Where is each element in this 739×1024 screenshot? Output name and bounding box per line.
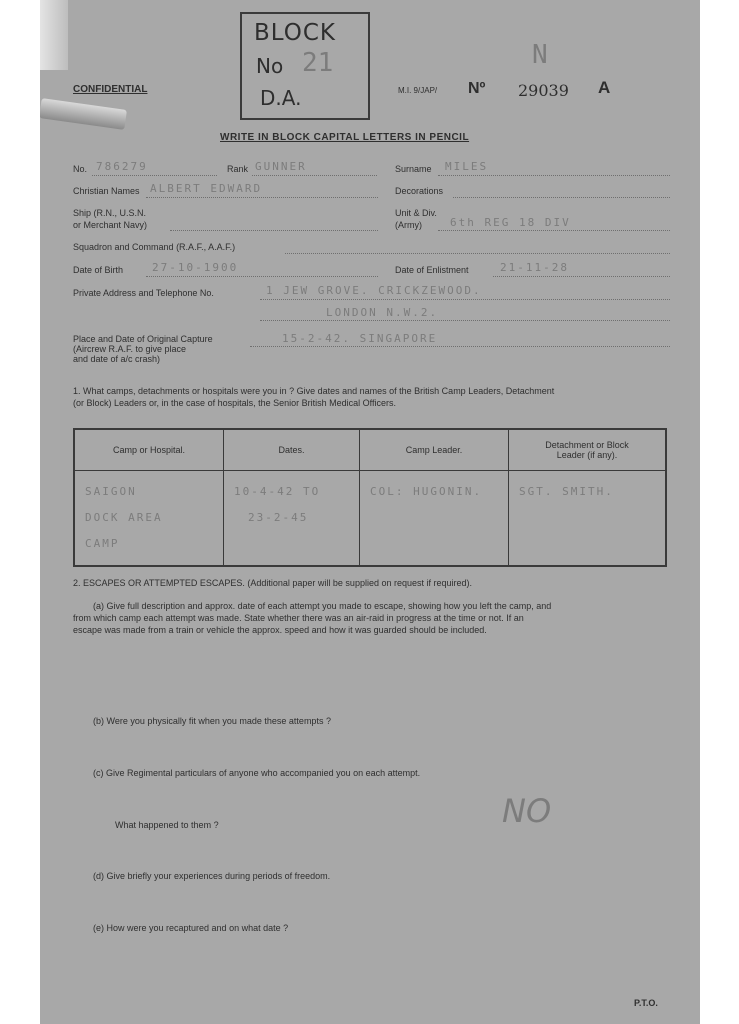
question-2c: (c) Give Regimental particulars of anyone who accompanied you on each attempt. <box>93 768 421 778</box>
squadron-label: Squadron and Command (R.A.F., A.A.F.) <box>73 242 236 252</box>
unit-label-1: Unit & Div. <box>395 208 437 218</box>
christian-names-value: ALBERT EDWARD <box>150 182 263 195</box>
dob-label: Date of Birth <box>73 265 124 275</box>
question-2a-line-3: escape was made from a train or vehicle the approx. speed and how it was guarded should be included. <box>73 625 487 635</box>
pto-label: P.T.O. <box>634 998 658 1008</box>
header-camp-leader: Camp Leader. <box>360 429 509 471</box>
camp-line-1: SAIGON <box>85 485 137 498</box>
table-header-row <box>74 429 666 471</box>
question-2b: (b) Were you physically fit when you made these attempts ? <box>93 716 331 726</box>
form-number: 29039 <box>518 81 569 100</box>
header-detachment-line-2: Leader (if any). <box>556 450 618 460</box>
ship-label-1: Ship (R.N., U.S.N. <box>73 208 147 218</box>
stamp-no-value: 21 <box>302 48 334 78</box>
service-no-value: 786279 <box>96 160 148 173</box>
section-2-title: 2. ESCAPES OR ATTEMPTED ESCAPES. (Additional paper will be supplied on request if required). <box>73 578 473 588</box>
unit-label-2: (Army) <box>395 220 422 230</box>
enlistment-label: Date of Enlistment <box>395 265 469 275</box>
question-2e: (e) How were you recaptured and on what date ? <box>93 923 289 933</box>
stamp-line-3: D.A. <box>260 86 302 110</box>
answer-no: NO <box>502 792 552 830</box>
table-row <box>74 471 666 567</box>
header-detachment-line-1: Detachment or Block <box>545 440 629 450</box>
cell-camp-leader <box>360 471 509 567</box>
enlistment-value: 21-11-28 <box>500 261 569 274</box>
question-2a-line-2: from which camp each attempt was made. State whether there was an air-raid in progress at the time or not. If an <box>73 613 524 623</box>
dates-line-2: 23-2-45 <box>248 511 309 524</box>
address-line-1: 1 JEW GROVE. CRICKZEWOOD. <box>266 284 482 297</box>
form-sheet <box>40 0 700 1024</box>
question-2d: (d) Give briefly your experiences during periods of freedom. <box>93 871 331 881</box>
instruction-heading: WRITE IN BLOCK CAPITAL LETTERS IN PENCIL <box>220 132 470 143</box>
camp-line-3: CAMP <box>85 537 120 550</box>
stamp-line-1: BLOCK <box>254 20 337 46</box>
decorations-label: Decorations <box>395 186 444 196</box>
question-1-line-2: (or Block) Leaders or, in the case of hospitals, the Senior British Medical Officers. <box>73 398 396 408</box>
question-2c-follow-up: What happened to them ? <box>115 820 219 830</box>
dates-line-1: 10-4-42 TO <box>234 485 321 498</box>
header-dates: Dates. <box>224 429 360 471</box>
question-1-line-1: 1. What camps, detachments or hospitals were you in ? Give dates and names of the British Camp Leaders, Detachment <box>73 386 555 396</box>
rank-value: GUNNER <box>255 160 307 173</box>
service-no-label: No. <box>73 164 88 174</box>
stamp-no-label: No <box>256 54 284 78</box>
address-label: Private Address and Telephone No. <box>73 288 214 298</box>
surname-value: MILES <box>445 160 489 173</box>
form-suffix: A <box>598 78 611 97</box>
rank-label: Rank <box>227 164 249 174</box>
header-detachment <box>509 429 667 471</box>
paper-clip <box>40 98 127 130</box>
christian-names-label: Christian Names <box>73 186 140 196</box>
detachment-value: SGT. SMITH. <box>519 485 614 498</box>
capture-label-2: (Aircrew R.A.F. to give place <box>73 344 187 354</box>
torn-corner <box>40 0 68 70</box>
camp-line-2: DOCK AREA <box>85 511 163 524</box>
question-2a-line-1: (a) Give full description and approx. date of each attempt you made to escape, showing how you left the camp, and <box>93 601 552 611</box>
capture-label-3: and date of a/c crash) <box>73 354 161 364</box>
unit-value: 6th REG 18 DIV <box>450 216 571 229</box>
cell-detachment <box>509 471 667 567</box>
corner-handwritten-mark: N <box>532 40 550 70</box>
block-stamp <box>240 12 370 120</box>
surname-label: Surname <box>395 164 432 174</box>
address-line-2: LONDON N.W.2. <box>326 306 439 319</box>
cell-camp <box>74 471 224 567</box>
confidential-label: CONFIDENTIAL <box>73 84 148 95</box>
form-code: M.I. 9/JAP/ <box>398 86 438 95</box>
dob-value: 27-10-1900 <box>152 261 239 274</box>
camp-leader-value: COL: HUGONIN. <box>370 485 483 498</box>
camps-table <box>73 428 667 567</box>
ship-label-2: or Merchant Navy) <box>73 220 148 230</box>
cell-dates <box>224 471 360 567</box>
capture-label-1: Place and Date of Original Capture <box>73 334 213 344</box>
number-label: Nº <box>468 80 486 97</box>
header-camp: Camp or Hospital. <box>74 429 224 471</box>
capture-value: 15-2-42. SINGAPORE <box>282 332 438 345</box>
